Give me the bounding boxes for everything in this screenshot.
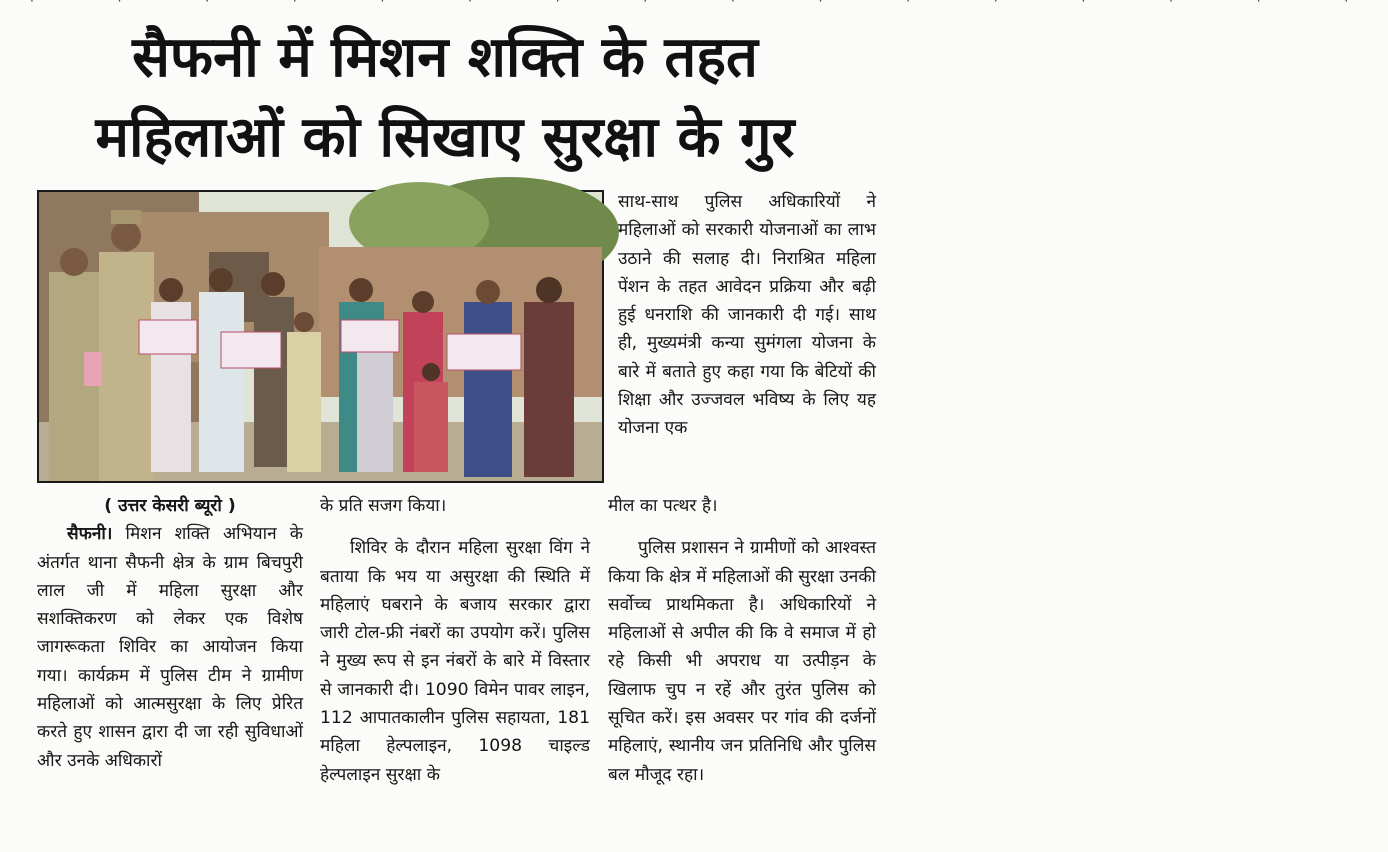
news-photo: [37, 190, 604, 483]
article-text-right-top: साथ-साथ पुलिस अधिकारियों ने महिलाओं को सरकारी योजनाओं का लाभ उठाने की सलाह दी। निराश्रित महिला पेंशन के तहत आवेदन प्रक्रिया और बढ़ी हुई धनराशि की जानकारी दी गई। साथ ही, मुख्यमंत्री कन्या सुमंगला योजना के बारे में बताते हुए कहा गया कि बेटियों की शिक्षा और उज्जवल भविष्य के लिए यह योजना एक: [618, 192, 876, 439]
article-text-col3-p1: मील का पत्थर है।: [608, 496, 718, 516]
headline-line-2: महिलाओं को सिखाए सुरक्षा के गुर: [95, 105, 795, 170]
article-column-3: [608, 492, 876, 789]
article-column-right-top: [618, 188, 876, 443]
article-text-col2-p1: के प्रति सजग किया।: [320, 496, 447, 516]
article-column-1: [37, 492, 303, 775]
article-text-col1: मिशन शक्ति अभियान के अंतर्गत थाना सैफनी क्षेत्र के ग्राम बिचपुरी लाल जी में महिला सुरक्षा और सशक्तिकरण को लेकर एक विशेष जागरूकता शिविर का आयोजन किया गया। कार्यक्रम में पुलिस टीम ने ग्रामीण महिलाओं को आत्मसुरक्षा के लिए प्रेरित करते हुए शासन द्वारा दी जा रही सुविधाओं और उनके अधिकारों: [37, 524, 303, 771]
article-text-col3-p2: पुलिस प्रशासन ने ग्रामीणों को आश्वस्त किया कि क्षेत्र में महिलाओं की सुरक्षा उनकी सर्वोच्च प्राथमिकता है। अधिकारियों ने महिलाओं से अपील की कि वे समाज में हो रहे किसी भी अपराध या उत्पीड़न के खिलाफ चुप न रहें और तुरंत पुलिस को सूचित करें। इस अवसर पर गांव की दर्जनों महिलाएं, स्थानीय जन प्रतिनिधि और पुलिस बल मौजूद रहा।: [608, 538, 876, 785]
article-text-col2-p2: शिविर के दौरान महिला सुरक्षा विंग ने बताया कि भय या असुरक्षा की स्थिति में महिलाएं घबराने के बजाय सरकार द्वारा जारी टोल-फ्री नंबरों का उपयोग करें। पुलिस ने मुख्य रूप से इन नंबरों के बारे में विस्तार से जानकारी दी। 1090 विमेन पावर लाइन, 112 आपातकालीन पुलिस सहायता, 181 महिला हेल्पलाइन, 1098 चाइल्ड हेल्पलाइन सुरक्षा के: [320, 538, 590, 785]
previous-article-edge: · · · · · · · · · · · · · · · ·: [30, 0, 1388, 8]
group-photo-icon: [39, 192, 602, 481]
headline-line-1: सैफनी में मिशन शक्ति के तहत: [132, 25, 758, 90]
byline: ( उत्तर केसरी ब्यूरो ): [104, 496, 236, 516]
dateline: सैफनी।: [67, 524, 113, 545]
article-column-2: [320, 492, 590, 789]
